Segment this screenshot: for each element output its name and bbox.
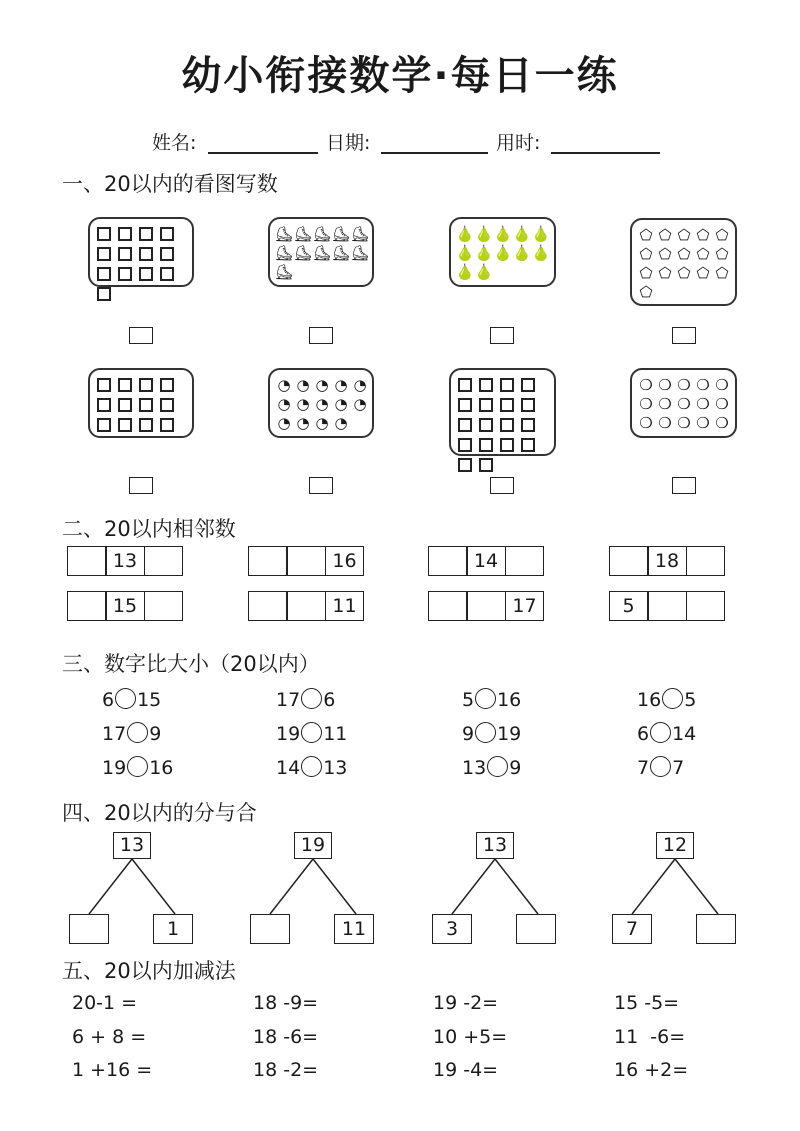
picture-frame [88, 368, 194, 438]
bond-left[interactable] [250, 914, 290, 944]
lemon-icon: ❍ [639, 395, 653, 413]
name-field[interactable] [208, 152, 318, 154]
page-title: 幼小衔接数学·每日一练 [181, 53, 619, 99]
compare-left: 19 [276, 723, 301, 745]
lemon-icon: ❍ [696, 376, 710, 394]
neighbor-cell[interactable] [248, 546, 287, 576]
neighbor-cell[interactable] [467, 591, 506, 621]
square-icon [97, 287, 111, 301]
square-icon [458, 418, 472, 432]
lemon-icon: ❍ [677, 414, 691, 432]
fruit-slice-icon: ◔ [334, 414, 348, 432]
pear-icon: 🍐 [455, 225, 475, 243]
compare-circle[interactable] [301, 722, 322, 743]
date-label: 日期: [326, 132, 371, 154]
square-icon [500, 418, 514, 432]
compare-item [462, 756, 521, 779]
fruit-slice-icon: ◔ [353, 376, 367, 394]
compare-left: 9 [462, 723, 475, 745]
pentagon-icon: ⬠ [696, 245, 710, 263]
neighbor-cell: 16 [325, 546, 364, 576]
square-icon [458, 458, 472, 472]
compare-circle[interactable] [650, 722, 671, 743]
lemon-icon: ❍ [658, 395, 672, 413]
roller-skate-icon: ⛸ [293, 244, 313, 262]
equation[interactable]: 18 -2= [253, 1059, 319, 1081]
section-5-heading: 五、20以内加减法 [62, 959, 236, 983]
compare-item [462, 688, 521, 711]
square-icon [97, 378, 111, 392]
bond-lines [432, 858, 572, 918]
roller-skate-icon: ⛸ [350, 244, 370, 262]
bond-top: 12 [656, 832, 694, 859]
compare-item [102, 688, 161, 711]
picture-frame [268, 217, 374, 287]
equation[interactable]: 6 + 8 = [72, 1026, 147, 1048]
square-icon [139, 378, 153, 392]
compare-item [276, 722, 347, 745]
neighbor-cell[interactable] [648, 591, 687, 621]
square-icon [521, 438, 535, 452]
square-icon [160, 267, 174, 281]
answer-box[interactable] [672, 477, 696, 494]
square-icon [479, 378, 493, 392]
lemon-icon: ❍ [715, 376, 729, 394]
equation[interactable]: 18 -6= [253, 1026, 319, 1048]
compare-circle[interactable] [115, 688, 136, 709]
compare-item [637, 688, 696, 711]
pear-icon: 🍐 [531, 225, 551, 243]
square-icon [97, 267, 111, 281]
square-icon [139, 418, 153, 432]
bond-right[interactable] [696, 914, 736, 944]
pear-icon: 🍐 [531, 244, 551, 262]
pear-icon: 🍐 [474, 263, 494, 281]
pentagon-icon: ⬠ [658, 226, 672, 244]
neighbor-cell: 13 [106, 546, 145, 576]
square-icon [521, 378, 535, 392]
pentagon-icon: ⬠ [715, 264, 729, 282]
answer-box[interactable] [490, 327, 514, 344]
bond-left-line [632, 859, 675, 914]
lemon-icon: ❍ [715, 414, 729, 432]
equation[interactable]: 20-1 = [72, 992, 138, 1014]
square-icon [479, 458, 493, 472]
time-field[interactable] [551, 152, 660, 154]
pear-icon: 🍐 [455, 244, 475, 262]
roller-skate-icon: ⛸ [274, 244, 294, 262]
equation[interactable]: 1 +16 = [72, 1059, 153, 1081]
picture-frame [449, 217, 556, 287]
neighbor-cell[interactable] [67, 546, 106, 576]
square-icon [458, 398, 472, 412]
compare-circle[interactable] [662, 688, 683, 709]
pear-icon: 🍐 [474, 225, 494, 243]
square-icon [160, 398, 174, 412]
fruit-slice-icon: ◔ [353, 395, 367, 413]
section-2-heading: 二、20以内相邻数 [62, 517, 236, 541]
name-label: 姓名: [152, 132, 197, 154]
compare-right: 13 [323, 757, 348, 779]
square-icon [139, 267, 153, 281]
roller-skate-icon: ⛸ [350, 225, 370, 243]
equation[interactable]: 18 -9= [253, 992, 319, 1014]
compare-right: 5 [684, 689, 697, 711]
roller-skate-icon: ⛸ [312, 225, 332, 243]
square-icon [521, 398, 535, 412]
pear-icon: 🍐 [512, 225, 532, 243]
square-icon [97, 418, 111, 432]
bond-lines [69, 858, 209, 918]
picture-frame [630, 368, 737, 438]
bond-lines [612, 858, 752, 918]
square-icon [160, 418, 174, 432]
equation[interactable]: 15 -5= [614, 992, 680, 1014]
lemon-icon: ❍ [677, 395, 691, 413]
picture-frame [88, 217, 194, 287]
square-icon [160, 247, 174, 261]
pentagon-icon: ⬠ [715, 226, 729, 244]
pentagon-icon: ⬠ [677, 226, 691, 244]
lemon-icon: ❍ [696, 395, 710, 413]
square-icon [500, 398, 514, 412]
fruit-slice-icon: ◔ [296, 376, 310, 394]
bond-right-line [313, 859, 356, 914]
compare-circle[interactable] [475, 688, 496, 709]
square-icon [458, 438, 472, 452]
lemon-icon: ❍ [696, 414, 710, 432]
square-icon [97, 247, 111, 261]
roller-skate-icon: ⛸ [274, 225, 294, 243]
compare-circle[interactable] [127, 722, 148, 743]
equation[interactable]: 19 -4= [433, 1059, 499, 1081]
equation[interactable]: 11 -6= [614, 1026, 686, 1048]
fruit-slice-icon: ◔ [277, 395, 291, 413]
square-icon [500, 378, 514, 392]
square-icon [118, 398, 132, 412]
neighbor-cell: 17 [505, 591, 544, 621]
pentagon-icon: ⬠ [715, 245, 729, 263]
compare-item [637, 756, 684, 779]
lemon-icon: ❍ [639, 414, 653, 432]
compare-right: 9 [509, 757, 522, 779]
bond-top: 13 [113, 832, 151, 859]
square-icon [118, 378, 132, 392]
neighbor-cell[interactable] [287, 546, 326, 576]
neighbor-cell[interactable] [505, 546, 544, 576]
compare-circle[interactable] [487, 756, 508, 777]
square-icon [479, 398, 493, 412]
pear-icon: 🍐 [493, 244, 513, 262]
square-icon [118, 418, 132, 432]
square-icon [479, 418, 493, 432]
pentagon-icon: ⬠ [639, 283, 653, 301]
compare-item [102, 722, 161, 745]
roller-skate-icon: ⛸ [331, 225, 351, 243]
lemon-icon: ❍ [715, 395, 729, 413]
roller-skate-icon: ⛸ [312, 244, 332, 262]
equation[interactable]: 19 -2= [433, 992, 499, 1014]
neighbor-cell[interactable] [287, 591, 326, 621]
date-field[interactable] [381, 152, 488, 154]
pentagon-icon: ⬠ [639, 264, 653, 282]
bond-left: 7 [612, 914, 652, 944]
pentagon-icon: ⬠ [696, 264, 710, 282]
fruit-slice-icon: ◔ [315, 395, 329, 413]
compare-left: 6 [637, 723, 650, 745]
neighbor-cell[interactable] [428, 546, 467, 576]
fruit-slice-icon: ◔ [277, 414, 291, 432]
compare-circle[interactable] [301, 756, 322, 777]
compare-right: 9 [149, 723, 162, 745]
bond-right: 11 [334, 914, 374, 944]
answer-box[interactable] [672, 327, 696, 344]
fruit-slice-icon: ◔ [315, 414, 329, 432]
bond-right: 1 [153, 914, 193, 944]
square-icon [139, 398, 153, 412]
neighbor-cell[interactable] [248, 591, 287, 621]
roller-skate-icon: ⛸ [331, 244, 351, 262]
lemon-icon: ❍ [639, 376, 653, 394]
answer-box[interactable] [129, 477, 153, 494]
square-icon [160, 227, 174, 241]
compare-right: 19 [497, 723, 522, 745]
compare-right: 16 [149, 757, 174, 779]
answer-box[interactable] [309, 477, 333, 494]
compare-item [102, 756, 173, 779]
square-icon [97, 227, 111, 241]
compare-item [276, 688, 335, 711]
compare-circle[interactable] [475, 722, 496, 743]
compare-left: 6 [102, 689, 115, 711]
square-icon [500, 438, 514, 452]
square-icon [118, 227, 132, 241]
square-icon [139, 247, 153, 261]
square-icon [97, 398, 111, 412]
neighbor-cell: 18 [648, 546, 687, 576]
compare-left: 14 [276, 757, 301, 779]
compare-item [276, 756, 347, 779]
pear-icon: 🍐 [474, 244, 494, 262]
section-1-heading: 一、20以内的看图写数 [62, 172, 278, 196]
compare-left: 16 [637, 689, 662, 711]
roller-skate-icon: ⛸ [293, 225, 313, 243]
picture-frame [630, 218, 737, 306]
compare-left: 19 [102, 757, 127, 779]
bond-right-line [495, 859, 538, 914]
neighbor-cell[interactable] [686, 591, 725, 621]
answer-box[interactable] [309, 327, 333, 344]
compare-item [462, 722, 521, 745]
pentagon-icon: ⬠ [658, 245, 672, 263]
compare-right: 6 [323, 689, 336, 711]
bond-right-line [675, 859, 718, 914]
compare-right: 16 [497, 689, 522, 711]
compare-right: 11 [323, 723, 348, 745]
answer-box[interactable] [129, 327, 153, 344]
pentagon-icon: ⬠ [639, 245, 653, 263]
pentagon-icon: ⬠ [639, 226, 653, 244]
bond-left-line [270, 859, 313, 914]
section-3-heading: 三、数字比大小（20以内） [62, 652, 320, 676]
lemon-icon: ❍ [658, 376, 672, 394]
neighbor-cell: 14 [467, 546, 506, 576]
bond-right-line [132, 859, 175, 914]
answer-box[interactable] [490, 477, 514, 494]
bond-left: 3 [432, 914, 472, 944]
compare-left: 17 [276, 689, 301, 711]
pear-icon: 🍐 [455, 263, 475, 281]
picture-frame [268, 368, 374, 438]
fruit-slice-icon: ◔ [334, 395, 348, 413]
neighbor-cell: 15 [106, 591, 145, 621]
compare-right: 7 [672, 757, 685, 779]
square-icon [521, 418, 535, 432]
compare-left: 5 [462, 689, 475, 711]
bond-top: 19 [294, 832, 332, 859]
square-icon [458, 378, 472, 392]
neighbor-cell: 11 [325, 591, 364, 621]
compare-left: 17 [102, 723, 127, 745]
compare-right: 15 [137, 689, 162, 711]
lemon-icon: ❍ [677, 376, 691, 394]
pentagon-icon: ⬠ [677, 245, 691, 263]
square-icon [479, 438, 493, 452]
compare-circle[interactable] [650, 756, 671, 777]
square-icon [118, 267, 132, 281]
compare-item [637, 722, 696, 745]
square-icon [139, 227, 153, 241]
section-4-heading: 四、20以内的分与合 [62, 801, 257, 825]
equation[interactable]: 10 +5= [433, 1026, 508, 1048]
neighbor-cell[interactable] [144, 591, 183, 621]
neighbor-cell[interactable] [686, 546, 725, 576]
compare-left: 13 [462, 757, 487, 779]
picture-frame [449, 368, 556, 456]
bond-left-line [452, 859, 495, 914]
bond-left-line [89, 859, 132, 914]
compare-circle[interactable] [301, 688, 322, 709]
fruit-slice-icon: ◔ [334, 376, 348, 394]
compare-left: 7 [637, 757, 650, 779]
compare-circle[interactable] [127, 756, 148, 777]
pear-icon: 🍐 [512, 244, 532, 262]
neighbor-cell[interactable] [428, 591, 467, 621]
time-label: 用时: [496, 132, 541, 154]
square-icon [118, 247, 132, 261]
pear-icon: 🍐 [493, 225, 513, 243]
fruit-slice-icon: ◔ [277, 376, 291, 394]
fruit-slice-icon: ◔ [296, 414, 310, 432]
bond-lines [250, 858, 390, 918]
equation[interactable]: 16 +2= [614, 1059, 689, 1081]
square-icon [160, 378, 174, 392]
neighbor-cell[interactable] [144, 546, 183, 576]
compare-right: 14 [672, 723, 697, 745]
fruit-slice-icon: ◔ [296, 395, 310, 413]
roller-skate-icon: ⛸ [274, 263, 294, 281]
neighbor-cell[interactable] [67, 591, 106, 621]
fruit-slice-icon: ◔ [315, 376, 329, 394]
bond-right[interactable] [516, 914, 556, 944]
neighbor-cell: 5 [609, 591, 648, 621]
neighbor-cell[interactable] [609, 546, 648, 576]
bond-left[interactable] [69, 914, 109, 944]
pentagon-icon: ⬠ [696, 226, 710, 244]
lemon-icon: ❍ [658, 414, 672, 432]
pentagon-icon: ⬠ [677, 264, 691, 282]
bond-top: 13 [476, 832, 514, 859]
pentagon-icon: ⬠ [658, 264, 672, 282]
